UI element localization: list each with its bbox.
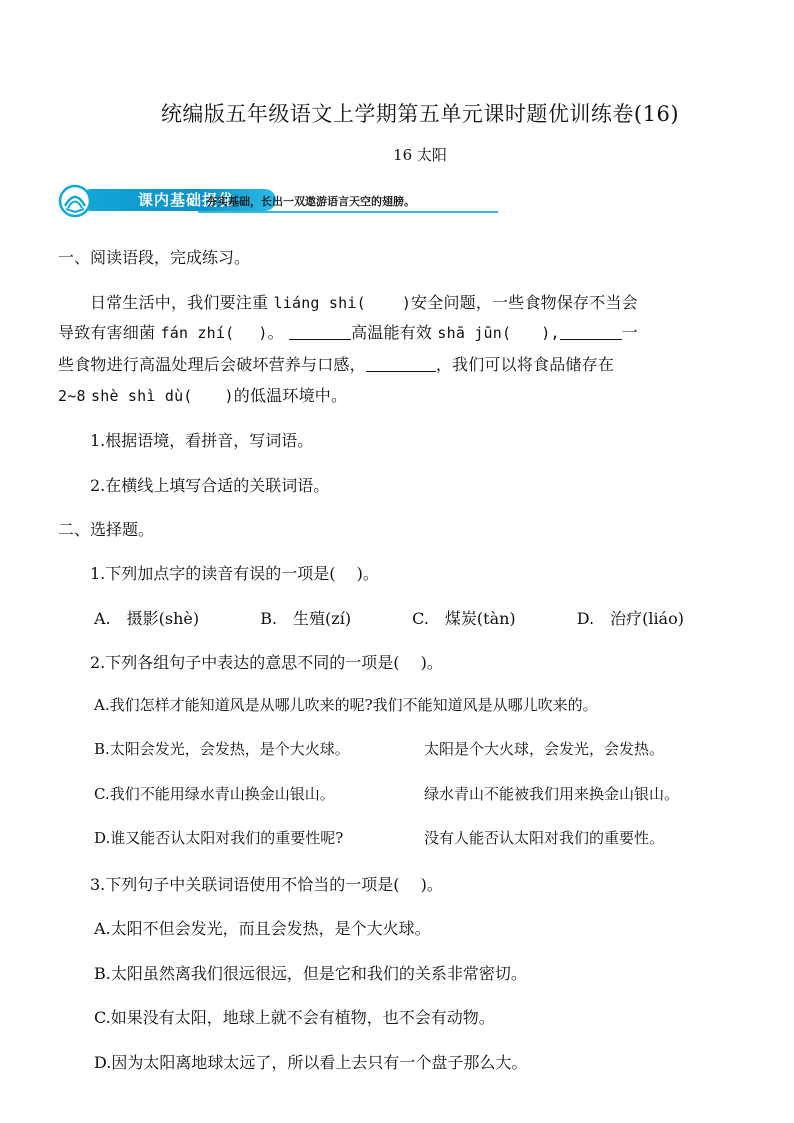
banner-label: 课内基础提优	[138, 191, 235, 209]
question-2-3-stem: 3.下列句子中关联词语使用不恰当的一项是( )。	[90, 875, 443, 894]
section1-heading: 一、阅读语段，完成练习。	[58, 248, 251, 267]
option-a[interactable]: A.我们怎样才能知道风是从哪儿吹来的呢?我们不能知道风是从哪儿吹来的。	[94, 696, 598, 714]
question-1-2: 2.在横线上填写合适的关联词语。	[90, 476, 330, 495]
option-c[interactable]	[94, 783, 335, 804]
para-text: 高温能有效	[351, 323, 433, 342]
paragraph-line-1	[58, 290, 638, 313]
para-text: 一	[621, 323, 638, 342]
pinyin-prompt: fán zhí(	[160, 324, 235, 342]
lesson-subtitle: 16 太阳	[393, 146, 447, 164]
paragraph-line-4	[58, 383, 347, 406]
question-1-1: 1.根据语境，看拼音，写词语。	[90, 431, 314, 450]
fill-blank[interactable]	[560, 323, 622, 340]
section-banner	[58, 184, 448, 218]
option-c[interactable]: C.如果没有太阳，地球上就不会有植物，也不会有动物。	[94, 1008, 495, 1027]
para-text: 安全问题，一些食物保存不当会	[411, 293, 638, 312]
option-b[interactable]: B. 生殖(zí)	[260, 609, 352, 628]
para-text: ，我们可以将食品储存在	[435, 355, 615, 374]
paragraph-line-3	[58, 352, 614, 375]
option-a[interactable]: A.太阳不但会发光，而且会发热，是个大火球。	[94, 919, 431, 938]
section2-heading: 二、选择题。	[58, 520, 155, 539]
temperature-range: 2~8	[58, 387, 86, 405]
para-text: 导致有害细菌	[58, 323, 156, 342]
question-2-1-options	[94, 606, 684, 629]
option-c-sentence-1: C.我们不能用绿水青山换金山银山。	[94, 785, 335, 803]
option-d-sentence-2: 没有人能否认太阳对我们的重要性。	[424, 829, 665, 847]
option-c[interactable]: C. 煤炭(tàn)	[412, 609, 516, 628]
option-d[interactable]: D. 治疗(liáo)	[576, 609, 684, 628]
option-b-sentence-1: B.太阳会发光，会发热，是个大火球。	[94, 740, 350, 758]
paragraph-line-2	[58, 320, 638, 343]
option-b-sentence-2: 太阳是个大火球，会发光，会发热。	[424, 740, 665, 758]
banner-underline	[198, 211, 498, 213]
pinyin-prompt: shè shì dù(	[91, 387, 193, 405]
pinyin-close: )	[258, 324, 268, 342]
banner-slogan: 夯实基础，长出一双遨游语言天空的翅膀。	[206, 195, 415, 208]
pinyin-close: ),	[541, 324, 560, 342]
pinyin-prompt: liáng shi(	[273, 294, 366, 312]
para-text: 日常生活中，我们要注重	[90, 293, 269, 312]
question-2-2-stem: 2.下列各组句子中表达的意思不同的一项是( )。	[90, 653, 443, 672]
pinyin-prompt: shā jūn(	[437, 324, 512, 342]
option-a[interactable]: A. 摄影(shè)	[94, 609, 200, 628]
para-text: 。	[267, 323, 284, 342]
fill-blank[interactable]	[366, 355, 436, 372]
para-text: 的低温环境中。	[233, 386, 348, 405]
option-d[interactable]	[94, 827, 343, 848]
para-text: 些食物进行高温处理后会破坏营养与口感，	[58, 355, 366, 374]
option-b[interactable]	[94, 738, 350, 759]
fill-blank[interactable]	[289, 323, 351, 340]
pinyin-close: )	[401, 294, 412, 312]
book-swirl-icon	[58, 184, 92, 218]
question-2-1-stem: 1.下列加点字的读音有误的一项是( )。	[90, 564, 379, 583]
option-c-sentence-2: 绿水青山不能被我们用来换金山银山。	[424, 785, 680, 803]
page-title: 统编版五年级语文上学期第五单元课时题优训练卷(16)	[160, 102, 680, 126]
pinyin-close: )	[224, 387, 234, 405]
option-d-sentence-1: D.谁又能否认太阳对我们的重要性呢?	[94, 829, 344, 847]
option-b[interactable]: B.太阳虽然离我们很远很远，但是它和我们的关系非常密切。	[94, 964, 527, 983]
option-d[interactable]: D.因为太阳离地球太远了，所以看上去只有一个盘子那么大。	[94, 1053, 528, 1072]
